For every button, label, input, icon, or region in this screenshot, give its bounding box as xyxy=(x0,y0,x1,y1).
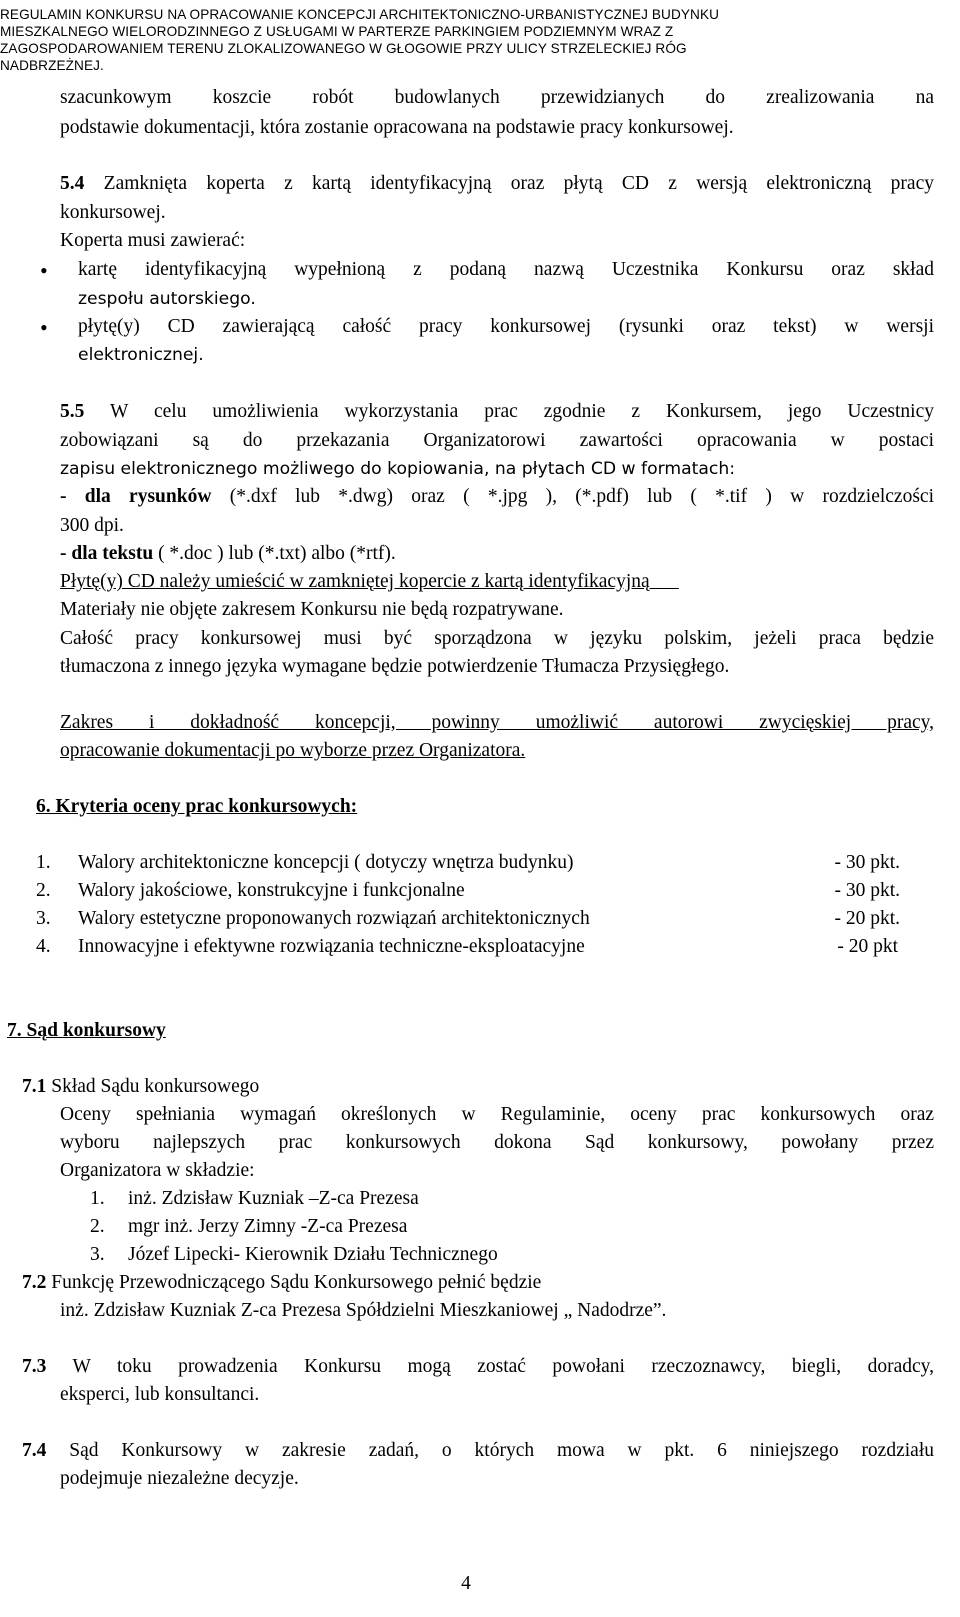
member-name: inż. Zdzisław Kuzniak –Z-ca Prezesa xyxy=(128,1188,419,1209)
scope-line-2: opracowanie dokumentacji po wyborze przez Organizatora. xyxy=(60,740,526,761)
bullet-2-line-2: elektronicznej. xyxy=(78,345,204,365)
section-5-4-line-2: konkursowej. xyxy=(60,202,166,223)
member-name: mgr inż. Jerzy Zimny -Z-ca Prezesa xyxy=(128,1216,408,1237)
document-header xyxy=(0,6,900,74)
cd-note: Płytę(y) CD należy umieścić w zamkniętej kopercie z kartą identyfikacyjną xyxy=(60,571,650,592)
section-7-heading: 7. Sąd konkursowy xyxy=(7,1020,166,1041)
bullet-1-line-2: zespołu autorskiego. xyxy=(78,289,256,309)
excluded-materials: Materiały nie objęte zakresem Konkursu nie będą rozpatrywane. xyxy=(60,599,564,620)
language-line-2: tłumaczona z innego języka wymagane będzie potwierdzenie Tłumacza Przysięgłego. xyxy=(60,656,730,677)
bullet-1-line-1: kartę identyfikacyjną wypełnioną z podaną nazwą Uczestnika Konkursu oraz skład xyxy=(78,259,934,280)
language-line-1: Całość pracy konkursowej musi być sporządzona w języku polskim, jeżeli praca będzie xyxy=(60,628,934,649)
section-5-4-line-1: 5.4 Zamknięta koperta z kartą identyfikacyjną oraz płytą CD z wersją elektroniczną pracy xyxy=(60,173,934,194)
text-formats: - dla tekstu ( *.doc ) lub (*.txt) albo (*rtf). xyxy=(60,543,396,564)
header-line: ZAGOSPODAROWANIEM TERENU ZLOKALIZOWANEGO W GŁOGOWIE PRZY ULICY STRZELECKIEJ RÓG xyxy=(0,41,687,56)
member-number: 3. xyxy=(90,1244,105,1265)
header-line: REGULAMIN KONKURSU NA OPRACOWANIE KONCEPCJI ARCHITEKTONICZNO-URBANISTYCZNEJ BUDYNKU xyxy=(0,7,720,22)
section-7-2-line-1: 7.2 Funkcję Przewodniczącego Sądu Konkursowego pełnić będzie xyxy=(22,1272,542,1293)
page-number: 4 xyxy=(461,1573,471,1594)
section-6-heading: 6. Kryteria oceny prac konkursowych: xyxy=(36,796,358,817)
member-number: 1. xyxy=(90,1188,105,1209)
drawings-formats: - dla rysunków (*.dxf lub *.dwg) oraz ( *.jpg ), (*.pdf) lub ( *.tif ) w rozdzielczości xyxy=(60,486,934,507)
scope-line-1: Zakres i dokładność koncepcji, powinny umożliwić autorowi zwycięskiej pracy, xyxy=(60,712,934,733)
section-7-4-line-2: podejmuje niezależne decyzje. xyxy=(60,1468,299,1489)
section-7-1-line-3: Organizatora w składzie: xyxy=(60,1160,255,1181)
section-7-2-line-2: inż. Zdzisław Kuzniak Z-ca Prezesa Spółdzielni Mieszkaniowej „ Nadodrze”. xyxy=(60,1300,667,1321)
section-number: 5.4 xyxy=(60,173,85,194)
section-7-1-line-2: wyboru najlepszych prac konkursowych dokona Sąd konkursowy, powołany przez xyxy=(60,1132,934,1153)
section-7-1-line-1: Oceny spełniania wymagań określonych w Regulaminie, oceny prac konkursowych oraz xyxy=(60,1104,934,1125)
bullet-icon: • xyxy=(40,258,48,283)
bullet-2-line-1: płytę(y) CD zawierającą całość pracy konkursowej (rysunki oraz tekst) w wersji xyxy=(78,316,934,337)
section-7-1-title: 7.1 Skład Sądu konkursowego xyxy=(22,1076,260,1097)
member-name: Józef Lipecki- Kierownik Działu Technicznego xyxy=(128,1244,498,1265)
section-7-3-line-1: 7.3 W toku prowadzenia Konkursu mogą zostać powołani rzeczoznawcy, biegli, doradcy, xyxy=(22,1356,934,1377)
intro-line-2: podstawie dokumentacji, która zostanie opracowana na podstawie pracy konkursowej. xyxy=(60,117,734,138)
section-5-5-line-1: 5.5 W celu umożliwienia wykorzystania prac zgodnie z Konkursem, jego Uczestnicy xyxy=(60,401,934,422)
header-line: MIESZKALNEGO WIELORODZINNEGO Z USŁUGAMI W PARTERZE PARKINGIEM PODZIEMNYM WRAZ Z xyxy=(0,24,674,39)
intro-line-1: szacunkowym koszcie robót budowlanych przewidzianych do zrealizowania na xyxy=(60,87,934,108)
drawings-dpi: 300 dpi. xyxy=(60,515,124,536)
header-line: NADBRZEŻNEJ. xyxy=(0,58,104,73)
member-number: 2. xyxy=(90,1216,105,1237)
section-7-4-line-1: 7.4 Sąd Konkursowy w zakresie zadań, o których mowa w pkt. 6 niniejszego rozdziału xyxy=(22,1440,934,1461)
section-5-5-line-3: zapisu elektronicznego możliwego do kopiowania, na płytach CD w formatach: xyxy=(60,459,736,479)
section-5-5-line-2: zobowiązani są do przekazania Organizatorowi zawartości opracowania w postaci xyxy=(60,430,934,451)
bullet-icon: • xyxy=(40,315,48,340)
section-number: 5.5 xyxy=(60,401,85,422)
section-7-3-line-2: eksperci, lub konsultanci. xyxy=(60,1384,260,1405)
envelope-intro: Koperta musi zawierać: xyxy=(60,230,246,251)
